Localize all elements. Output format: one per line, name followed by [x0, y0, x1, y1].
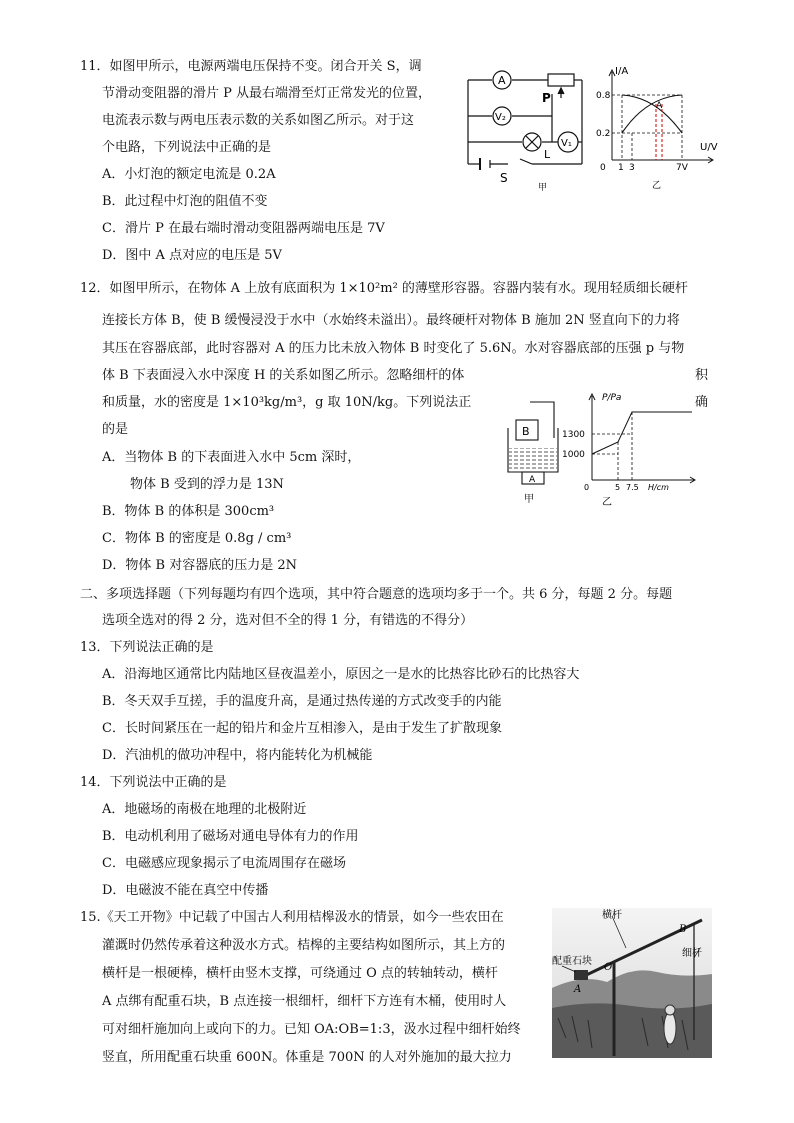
q11-option-d: D．图中 A 点对应的电压是 5V [102, 248, 282, 263]
q11-graph-x-7: 7V [676, 163, 688, 173]
q12-right-char-1: 积 [695, 368, 709, 383]
voltmeter-v1-label: V₁ [561, 138, 572, 149]
q14-option-d: D．电磁波不能在真空中传播 [102, 883, 269, 898]
q12-graph-x-0: 0 [584, 483, 590, 492]
q11-stem-line-4: 个电路，下列说法中正确的是 [102, 140, 272, 155]
object-a-label: A [529, 475, 536, 485]
well-sweep-photo [552, 908, 712, 1058]
section-2-heading-line-1: 二、多项选择题（下列每题均有四个选项，其中符合题意的选项均多于一个。共 6 分，每题 2 分。每题 [80, 587, 673, 602]
q12-graph-x-7.5: 7.5 [626, 483, 639, 492]
q14-option-c: C．电磁感应现象揭示了电流周围存在磁场 [102, 856, 346, 871]
q14-option-b: B．电动机利用了磁场对通电导体有力的作用 [102, 829, 359, 844]
q14-option-a: A．地磁场的南极在地理的北极附近 [102, 802, 307, 817]
switch-s-label: S [500, 171, 508, 185]
q11-option-b: B．此过程中灯泡的阻值不变 [102, 194, 268, 209]
q12-graph-ylabel: P/Pa [602, 393, 622, 403]
slider-p-label: P [542, 91, 551, 105]
q11-graph-x-1: 1 [618, 163, 624, 173]
q13-option-d: D．汽油机的做功冲程中，将内能转化为机械能 [102, 748, 373, 763]
q12-graph-y-1300: 1300 [562, 430, 585, 440]
q15-stem-line-3: 横杆是一根硬棒，横杆由竖木支撑，可绕通过 O 点的转轴转动，横杆 [102, 966, 498, 981]
q12-right-char-2: 确 [695, 395, 709, 410]
ammeter-label: A [498, 74, 506, 87]
q11-fig-yi-caption: 乙 [652, 181, 662, 191]
q11-graph-x-3: 3 [629, 163, 635, 173]
q15-stem-line-4: A 点绑有配重石块，B 点连接一根细杆，细杆下方连有木桶，使用时人 [102, 994, 507, 1009]
crossbar-label: 横杆 [602, 910, 622, 921]
q11-circuit-diagram [460, 64, 595, 194]
point-b-label: B [679, 924, 687, 935]
q11-stem-line-3: 电流表示数与两电压表示数的关系如图乙所示。对于这 [102, 113, 415, 128]
q12-option-c: C．物体 B 的密度是 0.8g / cm³ [102, 531, 292, 546]
q12-stem-line-3: 其压在容器底部，此时容器对 A 的压力比未放入物体 B 时变化了 5.6N。水对容器底部的压强 p 与物 [102, 341, 685, 356]
voltmeter-v2-label: V₂ [495, 112, 506, 123]
q12-graph-x-5: 5 [615, 483, 621, 492]
q12-pressure-graph [562, 390, 700, 512]
q11-graph-ylabel: I/A [615, 66, 629, 77]
q13-option-c: C．长时间紧压在一起的铅片和金片互相渗入，是由于发生了扩散现象 [102, 721, 502, 736]
q12-stem-line-6: 的是 [102, 422, 129, 437]
q11-stem-line-1: 11．如图甲所示，电源两端电压保持不变。闭合开关 S，调 [80, 59, 422, 74]
q12-stem-line-2: 连接长方体 B，使 B 缓慢浸没于水中（水始终未溢出）。最终硬杆对物体 B 施加 2N 竖直向下的力将 [102, 313, 680, 328]
q11-option-c: C．滑片 P 在最右端时滑动变阻器两端电压是 7V [102, 221, 385, 236]
q12-option-a-cont: 物体 B 受到的浮力是 13N [130, 477, 284, 492]
q11-stem-line-2: 节滑动变阻器的滑片 P 从最右端滑至灯正常发光的位置， [102, 86, 432, 101]
q15-stem-line-5: 可对细杆施加向上或向下的力。已知 OA:OB=1:3，汲水过程中细杆始终 [102, 1022, 521, 1037]
q12-stem-line-1: 12．如图甲所示，在物体 A 上放有底面积为 1×10²m² 的薄壁形容器。容器内装有水。现用轻质细长硬杆 [80, 281, 688, 296]
q13-stem: 13．下列说法正确的是 [80, 640, 214, 655]
q12-stem-line-4: 体 B 下表面浸入水中深度 H 的关系如图乙所示。忽略细杆的体 [102, 368, 465, 383]
q12-option-a: A．当物体 B 的下表面进入水中 5cm 深时， [102, 450, 361, 465]
q15-stem-line-2: 灌溉时仍然传承着这种汲水方式。桔槔的主要结构如图所示，其上方的 [102, 938, 506, 953]
q12-graph-y-1000: 1000 [562, 450, 585, 460]
q12-option-b: B．物体 B 的体积是 300cm³ [102, 504, 275, 519]
q11-graph-y-0.8: 0.8 [596, 91, 611, 101]
thin-rod-label: 细杆 [682, 948, 702, 959]
q12-container-diagram [502, 398, 566, 508]
q11-fig-jia-caption: 甲 [538, 183, 548, 193]
q15-stem-line-6: 竖直，所用配重石块重 600N。体重是 700N 的人对外施加的最大拉力 [102, 1050, 512, 1065]
object-b-label: B [522, 425, 530, 438]
q11-graph-x-0: 0 [600, 163, 606, 173]
counterweight-label: 配重石块 [552, 956, 592, 967]
q12-option-d: D．物体 B 对容器底的压力是 2N [102, 558, 298, 573]
q15-stem-line-1: 15.《天工开物》中记载了中国古人利用桔槔汲水的情景，如今一些农田在 [80, 910, 504, 925]
q11-iu-graph [596, 62, 724, 194]
q13-option-b: B．冬天双手互搓，手的温度升高，是通过热传递的方式改变手的内能 [102, 694, 502, 709]
lamp-l-label: L [544, 148, 551, 161]
point-a-label: A [574, 984, 582, 995]
q12-graph-xlabel: H/cm [648, 483, 669, 492]
q13-option-a: A．沿海地区通常比内陆地区昼夜温差小，原因之一是水的比热容比砂石的比热容大 [102, 667, 580, 682]
point-o-label: O [604, 962, 613, 973]
q12-fig-yi-caption: 乙 [602, 497, 612, 508]
q12-fig-jia-caption: 甲 [524, 494, 534, 505]
q11-graph-y-0.2: 0.2 [596, 129, 611, 139]
q14-stem: 14．下列说法中正确的是 [80, 775, 227, 790]
section-2-heading-line-2: 选项全选对的得 2 分，选对但不全的得 1 分，有错选的不得分） [102, 613, 474, 628]
q12-stem-line-5: 和质量，水的密度是 1×10³kg/m³，g 取 10N/kg。下列说法正 [102, 395, 472, 410]
q11-graph-point-a: A [656, 101, 663, 111]
q11-option-a: A．小灯泡的额定电流是 0.2A [102, 167, 276, 182]
q11-graph-xlabel: U/V [700, 142, 718, 153]
